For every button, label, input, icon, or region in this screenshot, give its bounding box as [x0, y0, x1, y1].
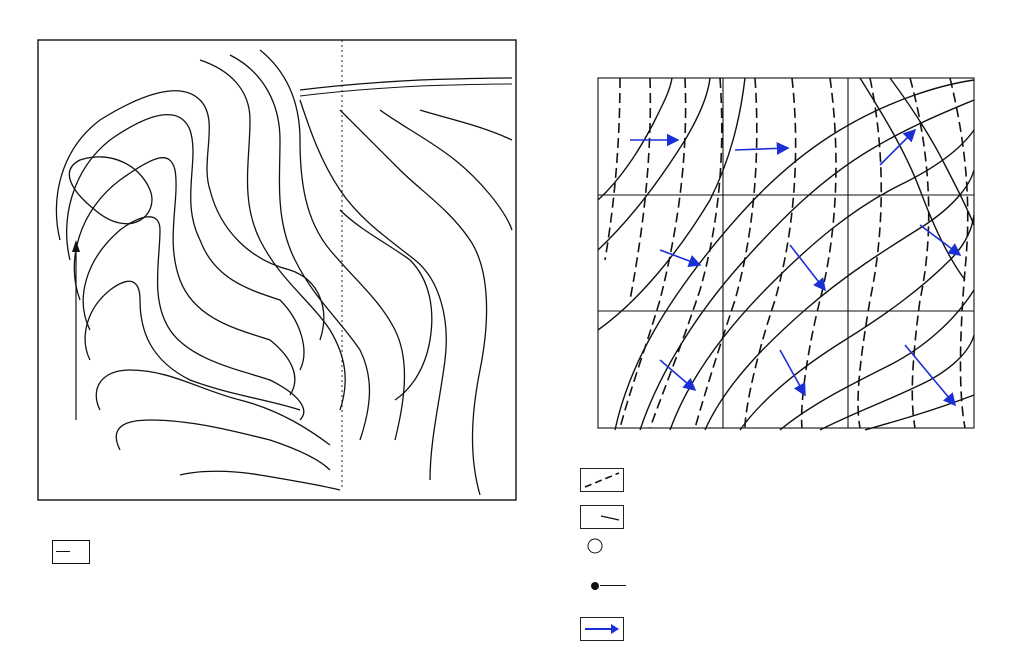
- flow-arrow: [920, 225, 960, 255]
- flow-arrow: [735, 148, 788, 150]
- flow-arrow: [780, 350, 805, 395]
- well-legend-icon: [580, 575, 630, 605]
- legend-row-square: [580, 535, 632, 557]
- legend-row-hydro: [580, 505, 634, 529]
- north-arrow-icon: [72, 240, 80, 252]
- flow-arrow: [790, 245, 825, 290]
- left-map-drawing: [0, 0, 560, 510]
- legend-row-flow: [580, 617, 634, 641]
- left-legend-symbol: [52, 540, 90, 564]
- right-hydro-map-panel: [560, 0, 1024, 645]
- hydro-legend-icon: [580, 505, 624, 529]
- legend-row-contour: [580, 468, 634, 492]
- square-legend-icon: [580, 535, 622, 557]
- contour-legend-icon: [580, 468, 624, 492]
- flow-legend-icon: [580, 617, 624, 641]
- right-map-grid: [560, 0, 1024, 450]
